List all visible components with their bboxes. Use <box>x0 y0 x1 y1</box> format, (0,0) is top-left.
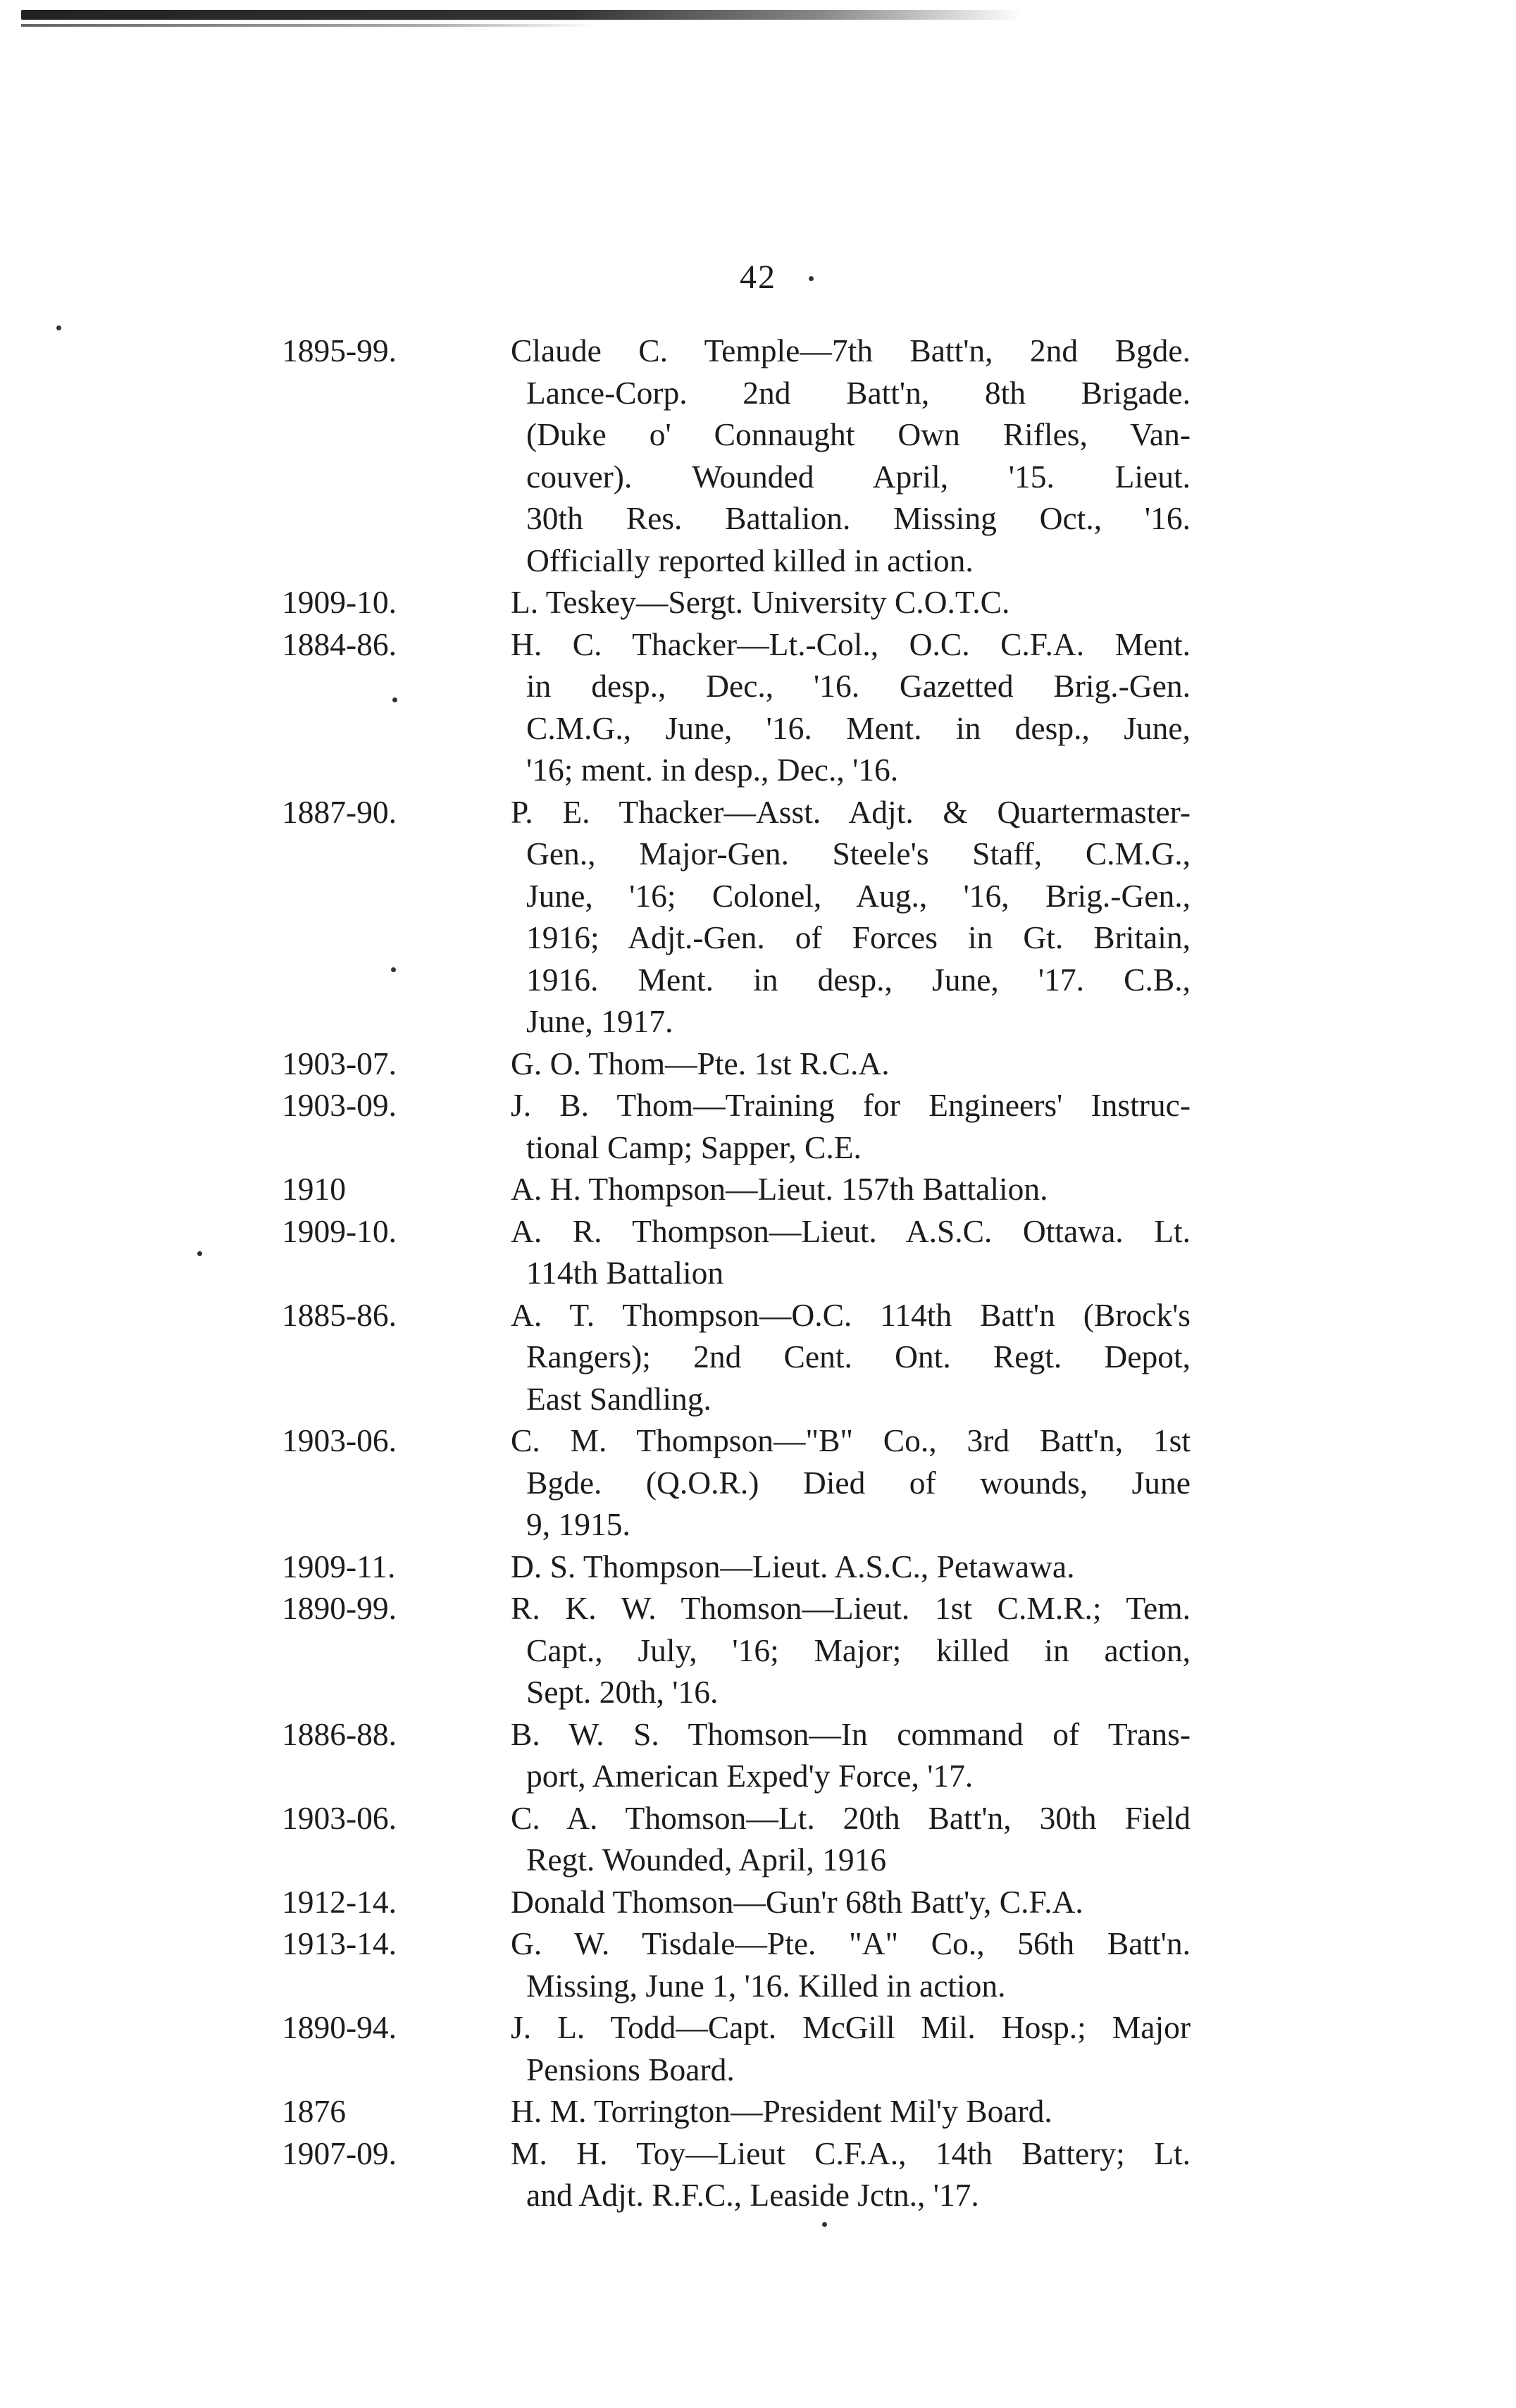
entry-continuation-line: 114th Battalion <box>526 1255 724 1291</box>
entry-years: 1913-14. <box>282 1925 397 1961</box>
entry-continuation-line: Gen., Major-Gen. Steele's Staff, C.M.G., <box>526 836 1191 871</box>
roll-entry <box>282 581 1191 623</box>
entry-text <box>511 1168 1191 1210</box>
entry-name-line: H. M. Torrington—President Mil'y Board. <box>511 2093 1052 2129</box>
entry-continuation-line: June, '16; Colonel, Aug., '16, Brig.-Gen., <box>526 877 1191 914</box>
entry-years: 1887-90. <box>282 793 397 830</box>
entry-text <box>511 1210 1191 1294</box>
entry-text <box>511 1546 1191 1588</box>
entry-continuation-line: and Adjt. R.F.C., Leaside Jctn., '17. <box>526 2177 979 2213</box>
entry-name-line: P. E. Thacker—Asst. Adjt. & Quartermaster- <box>511 793 1191 830</box>
entry-name-line: C. A. Thomson—Lt. 20th Batt'n, 30th Field <box>511 1799 1191 1836</box>
top-rule-secondary <box>21 24 599 27</box>
entry-name-line: Donald Thomson—Gun'r 68th Batt'y, C.F.A. <box>511 1883 1083 1920</box>
entry-name-line: G. O. Thom—Pte. 1st R.C.A. <box>511 1045 890 1081</box>
entry-continuation-line: tional Camp; Sapper, C.E. <box>526 1129 862 1165</box>
roll-entry <box>282 2006 1191 2090</box>
roll-entry <box>282 2133 1191 2216</box>
entry-continuation-line: '16; ment. in desp., Dec., '16. <box>526 752 899 788</box>
entry-name-line: G. W. Tisdale—Pte. "A" Co., 56th Batt'n. <box>511 1925 1191 1961</box>
entry-text <box>511 2090 1191 2133</box>
roll-entry <box>282 330 1191 581</box>
entry-name-line: B. W. S. Thomson—In command of Trans- <box>511 1715 1191 1752</box>
entry-name-line: J. B. Thom—Training for Engineers' Instruc- <box>511 1087 1191 1123</box>
roll-entry <box>282 1546 1191 1588</box>
roll-entry <box>282 1881 1191 1923</box>
entry-text <box>511 1713 1191 1797</box>
roll-entry <box>282 1168 1191 1210</box>
entry-text <box>511 1881 1191 1923</box>
page-number: 42 <box>740 259 776 296</box>
entry-continuation-line: port, American Exped'y Force, '17. <box>526 1758 974 1794</box>
entry-continuation-line: (Duke o' Connaught Own Rifles, Van- <box>526 416 1191 452</box>
entry-years: 1903-07. <box>282 1045 397 1081</box>
entry-name-line: J. L. Todd—Capt. McGill Mil. Hosp.; Major <box>511 2009 1191 2045</box>
roll-entry <box>282 1210 1191 1294</box>
roll-entry <box>282 1420 1191 1546</box>
roll-entry <box>282 1923 1191 2006</box>
entry-continuation-line: 1916. Ment. in desp., June, '17. C.B., <box>526 961 1191 998</box>
entry-name-line: H. C. Thacker—Lt.-Col., O.C. C.F.A. Ment. <box>511 626 1191 662</box>
entry-years: 1909-11. <box>282 1548 396 1584</box>
entry-text <box>511 1797 1191 1881</box>
entry-continuation-line: C.M.G., June, '16. Ment. in desp., June, <box>526 709 1191 746</box>
entry-name-line: A. T. Thompson—O.C. 114th Batt'n (Brock's <box>511 1296 1191 1333</box>
entry-continuation-line: East Sandling. <box>526 1380 712 1417</box>
entry-text <box>511 1084 1191 1168</box>
entry-text <box>511 1294 1191 1420</box>
roll-entry <box>282 2090 1191 2133</box>
entry-name-line: L. Teskey—Sergt. University C.O.T.C. <box>511 584 1010 620</box>
entry-text <box>511 623 1191 791</box>
entry-continuation-line: in desp., Dec., '16. Gazetted Brig.-Gen. <box>526 668 1191 704</box>
entry-continuation-line: June, 1917. <box>526 1003 673 1039</box>
entry-years: 1895-99. <box>282 333 397 368</box>
entry-years: 1910 <box>282 1171 346 1207</box>
entry-text <box>511 2133 1191 2216</box>
entry-continuation-line: Missing, June 1, '16. Killed in action. <box>526 1967 1006 2004</box>
roll-entry <box>282 1587 1191 1713</box>
roll-entry <box>282 1797 1191 1881</box>
entry-name-line: D. S. Thompson—Lieut. A.S.C., Petawawa. <box>511 1548 1075 1584</box>
speck <box>56 325 61 330</box>
entry-text <box>511 1420 1191 1546</box>
entry-text <box>511 791 1191 1043</box>
entry-years: 1909-10. <box>282 584 397 620</box>
entry-text <box>511 581 1191 623</box>
entry-text <box>511 1043 1191 1085</box>
entry-continuation-line: 9, 1915. <box>526 1506 630 1542</box>
speck <box>197 1251 202 1256</box>
entry-text <box>511 330 1191 581</box>
entry-continuation-line: Bgde. (Q.O.R.) Died of wounds, June <box>526 1464 1191 1501</box>
entry-continuation-line: Sept. 20th, '16. <box>526 1674 719 1710</box>
entry-name-line: M. H. Toy—Lieut C.F.A., 14th Battery; Lt. <box>511 2135 1191 2171</box>
roll-entries <box>282 330 1191 2216</box>
entry-name-line: A. H. Thompson—Lieut. 157th Battalion. <box>511 1171 1048 1207</box>
entry-years: 1909-10. <box>282 1212 397 1249</box>
roll-entry <box>282 1084 1191 1168</box>
entry-years: 1890-99. <box>282 1590 397 1626</box>
entry-name-line: R. K. W. Thomson—Lieut. 1st C.M.R.; Tem. <box>511 1590 1191 1626</box>
entry-years: 1907-09. <box>282 2135 397 2171</box>
entry-years: 1912-14. <box>282 1883 397 1920</box>
roll-entry <box>282 791 1191 1043</box>
entry-years: 1903-09. <box>282 1087 397 1123</box>
entry-name-line: Claude C. Temple—7th Batt'n, 2nd Bgde. <box>511 333 1191 368</box>
roll-entry <box>282 1043 1191 1085</box>
entry-continuation-line: Officially reported killed in action. <box>526 542 974 578</box>
entry-text <box>511 1587 1191 1713</box>
entry-text <box>511 1923 1191 2006</box>
entry-continuation-line: Pensions Board. <box>526 2051 735 2087</box>
roll-entry <box>282 1294 1191 1420</box>
entry-years: 1903-06. <box>282 1422 397 1458</box>
roll-entry <box>282 623 1191 791</box>
entry-years: 1885-86. <box>282 1296 397 1333</box>
entry-continuation-line: Rangers); 2nd Cent. Ont. Regt. Depot, <box>526 1339 1191 1374</box>
entry-continuation-line: Capt., July, '16; Major; killed in action, <box>526 1632 1191 1668</box>
entry-years: 1886-88. <box>282 1715 397 1752</box>
entry-continuation-line: 1916; Adjt.-Gen. of Forces in Gt. Britain, <box>526 919 1191 955</box>
entry-name-line: C. M. Thompson—"B" Co., 3rd Batt'n, 1st <box>511 1422 1191 1458</box>
top-rule <box>21 10 1021 20</box>
entry-years: 1884-86. <box>282 626 397 662</box>
entry-years: 1876 <box>282 2093 346 2129</box>
entry-continuation-line: 30th Res. Battalion. Missing Oct., '16. <box>526 500 1191 536</box>
entry-years: 1890-94. <box>282 2009 397 2045</box>
entry-years: 1903-06. <box>282 1799 397 1836</box>
roll-entry <box>282 1713 1191 1797</box>
entry-name-line: A. R. Thompson—Lieut. A.S.C. Ottawa. Lt. <box>511 1212 1191 1249</box>
entry-text <box>511 2006 1191 2090</box>
entry-continuation-line: couver). Wounded April, '15. Lieut. <box>526 458 1191 495</box>
entry-continuation-line: Regt. Wounded, April, 1916 <box>526 1842 887 1878</box>
entry-continuation-line: Lance-Corp. 2nd Batt'n, 8th Brigade. <box>526 374 1191 411</box>
speck <box>822 2222 827 2227</box>
